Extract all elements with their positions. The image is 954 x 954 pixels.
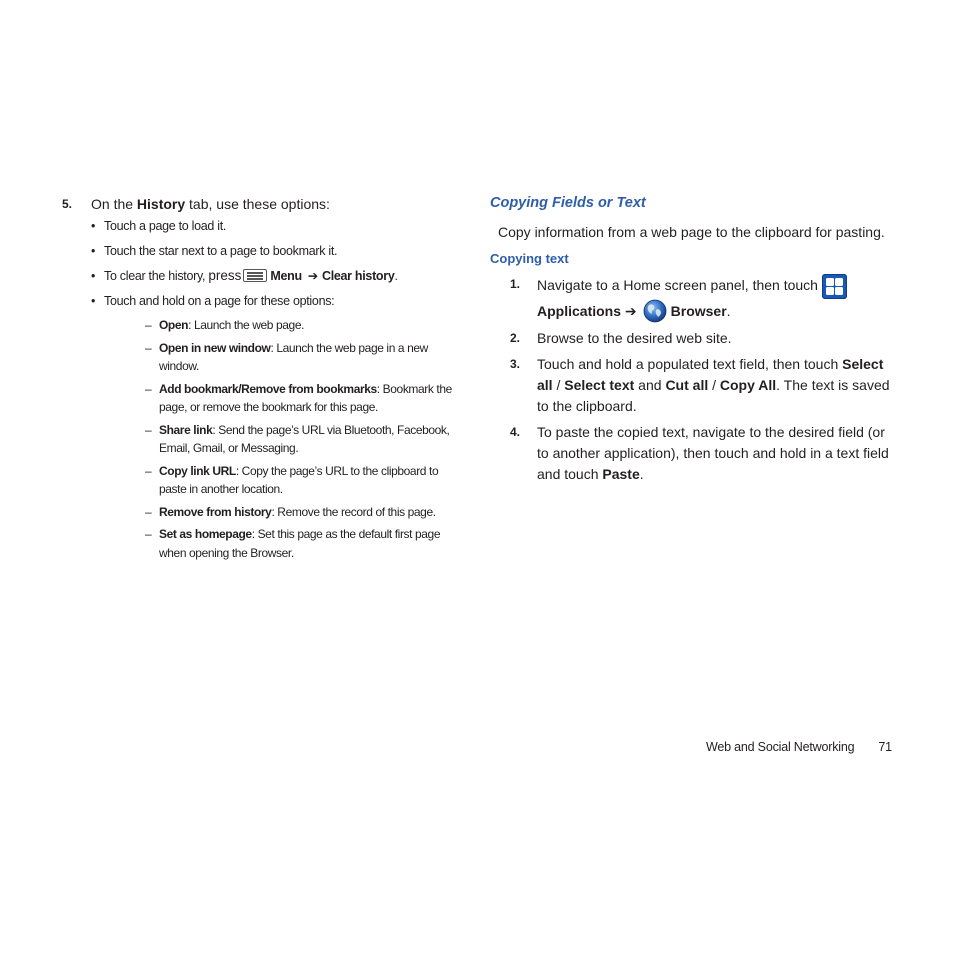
copy-all-label: Copy All	[719, 377, 777, 393]
option-set-as-homepage: – Set as homepage: Set this page as the default first page when opening the Browser.	[104, 525, 452, 562]
step-number: 2.	[510, 331, 521, 345]
applications-icon	[822, 274, 847, 299]
option-open: – Open: Launch the web page.	[104, 316, 452, 335]
option-share-link: – Share link: Send the page’s URL via Bluetooth, Facebook, Email, Gmail, or Messaging.	[104, 421, 452, 458]
step-3: 3. Touch and hold a populated text field, then touch Select all / Select text and Cut all / Copy All. The text is saved to the clipboard.	[510, 356, 890, 414]
step-number: 5.	[62, 197, 73, 211]
list-item: • Touch the star next to a page to bookmark it.	[62, 242, 452, 260]
right-column	[490, 193, 900, 490]
list-item: • To clear the history, press Menu ➔ Clear history.	[62, 267, 452, 285]
page-number: 71	[878, 740, 892, 754]
touch-hold-options-list	[104, 316, 452, 562]
step-4: 4. To paste the copied text, navigate to the desired field (or to another application), then touch and hold in a text field and touch Paste.	[510, 424, 889, 482]
option-remove-from-history: – Remove from history: Remove the record of this page.	[104, 503, 452, 522]
history-options-list	[62, 217, 452, 562]
option-open-new-window: – Open in new window: Launch the web page in a new window.	[104, 339, 452, 376]
cut-all-label: Cut all	[665, 377, 709, 393]
step-text: On the History tab, use these options:	[91, 196, 330, 212]
step-1: 1. Navigate to a Home screen panel, then touch Applications ➔ Browser.	[490, 274, 900, 323]
select-text-label: Select text	[564, 377, 635, 393]
subsection-heading: Copying text	[490, 251, 569, 266]
section-heading: Copying Fields or Text	[490, 195, 646, 211]
arrow-icon: ➔	[307, 269, 318, 283]
arrow-icon: ➔	[624, 303, 637, 319]
step-2: 2. Browse to the desired web site.	[490, 328, 900, 349]
left-column	[62, 194, 452, 569]
step-number: 4.	[510, 425, 521, 439]
section-intro: Copy information from a web page to the clipboard for pasting.	[498, 224, 885, 240]
list-item: • Touch a page to load it.	[62, 217, 452, 235]
menu-label: Menu	[270, 269, 302, 283]
footer-section-title: Web and Social Networking	[706, 740, 855, 754]
menu-key-icon	[243, 269, 267, 282]
paste-label: Paste	[602, 466, 640, 482]
browser-globe-icon	[643, 299, 667, 323]
step-number: 1.	[510, 277, 521, 291]
step-5	[62, 194, 452, 214]
option-copy-link-url: – Copy link URL: Copy the page’s URL to the clipboard to paste in another location.	[104, 462, 452, 499]
history-tab-label: History	[136, 196, 186, 212]
select-all-label: Select all	[537, 356, 884, 393]
applications-label: Applications	[537, 303, 622, 319]
page-footer	[706, 738, 892, 756]
option-add-remove-bookmark: – Add bookmark/Remove from bookmarks: Bookmark the page, or remove the bookmark for this page.	[104, 380, 452, 417]
step-number: 3.	[510, 357, 521, 371]
clear-history-label: Clear history	[321, 269, 395, 283]
browser-label: Browser	[670, 303, 727, 319]
list-item: • Touch and hold on a page for these options: – Open: Launch the web page. – Open in new window: Launch the web page in a new window. – Add bookmark/Remove from bookmarks: Bookmark the page, or remove the bookmark for this page. – Share link: Send the page’s URL via Bluetooth, Facebook, Email, Gmail, or Messaging. – Copy link URL: Copy the page’s URL to the clipboard to paste in another location. – Remove from history: Remove the record of this page. – Set as homepage: Set this page as the default first page when opening the Browser.	[62, 292, 452, 562]
copying-steps	[490, 274, 900, 485]
